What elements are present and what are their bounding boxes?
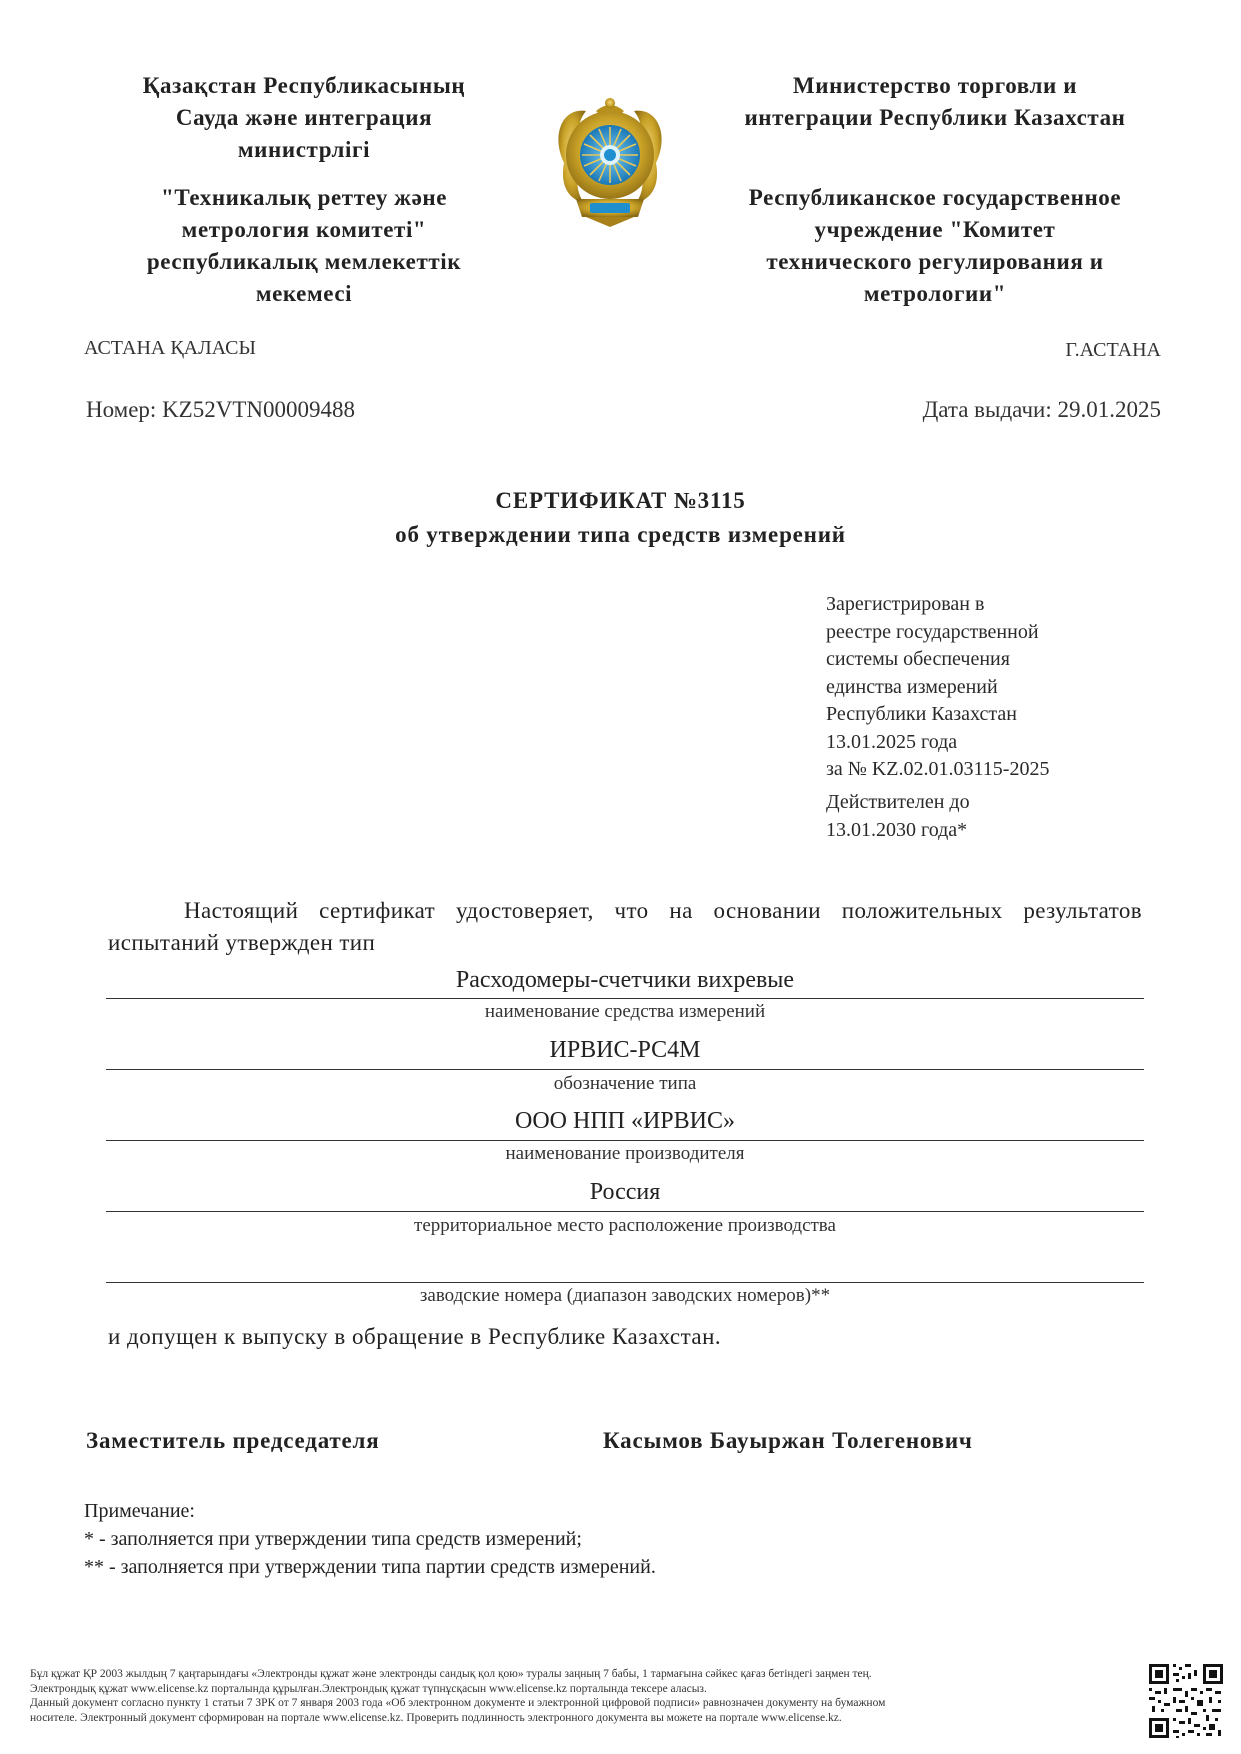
field-instrument-name: Расходомеры-счетчики вихревые [455,967,795,993]
right-committee-name: Республиканское государственное учреждение "Комитет технического регулирования и метрологии" [748,185,1122,306]
intro-paragraph: Настоящий сертификат удостоверяет, что на основании положительных результатов испытаний утвержден тип [108,898,1142,955]
footer-kz-line: Бұл құжат ҚР 2003 жылдың 7 қаңтарындағы «Электронды құжат және электронды сандық қол қою» туралы заңның 7 бабы, 1 тармағына сәйкес қағаз бетіндегі заңмен тең. [30,1668,872,1680]
left-committee-name: "Техникалық реттеу және метрология комитеті" республикалық мемлекеттік мекемесі [146,185,462,306]
notes-title: Примечание: [84,1500,195,1522]
field-caption: заводские номера (диапазон заводских номеров)** [419,1285,831,1306]
certificate-number: Номер: KZ52VTN00009488 [86,397,356,422]
city-left: АСТАНА ҚАЛАСЫ [84,337,256,359]
notes-block [84,1497,656,1581]
field-underline [106,1282,1144,1283]
issue-date: Дата выдачи: 29.01.2025 [922,397,1161,422]
field-underline [106,998,1144,999]
certificate-title: СЕРТИФИКАТ №3115 [495,488,746,513]
qr-code-icon [1147,1662,1225,1740]
legal-footer [30,1667,1120,1725]
field-caption: территориальное место расположение производства [414,1215,836,1236]
signatory-name: Касымов Бауыржан Толегенович [603,1428,973,1453]
right-ministry-name: Министерство торговли и интеграции Республики Казахстан [744,73,1126,130]
field-underline [106,1211,1144,1212]
signatory-position: Заместитель председателя [86,1428,380,1453]
field-caption: наименование средства измерений [484,1001,766,1022]
closing-statement: и допущен к выпуску в обращение в Республике Казахстан. [108,1324,722,1349]
field-caption: наименование производителя [505,1143,745,1164]
city-right: Г.АСТАНА [1065,339,1161,361]
note-item: ** - заполняется при утверждении типа партии средств измерений. [84,1556,656,1578]
note-item: * - заполняется при утверждении типа средств измерений; [84,1528,582,1550]
field-caption: обозначение типа [553,1073,697,1094]
footer-ru-line: Данный документ согласно пункту 1 статьи 7 ЗРК от 7 января 2003 года «Об электронном документе и электронной цифровой подписи» равнозначен документу на бумажном [30,1697,886,1709]
validity-info: Действителен до 13.01.2030 года* [826,791,970,841]
field-type-designation: ИРВИС-РС4М [549,1037,701,1063]
certificate-subtitle: об утверждении типа средств измерений [395,522,846,547]
state-emblem-icon [546,93,674,229]
field-underline [106,1069,1144,1070]
footer-ru-line: носителе. Электронный документ сформирован на портале www.elicense.kz. Проверить подлинность электронного документа вы можете на портале www.elicense.kz. [30,1711,842,1724]
footer-kz-line: Электрондық құжат www.elicense.kz порталында құрылған.Электрондық құжат түпнұсқасын www.elicense.kz порталында тексере аласыз. [30,1682,707,1695]
field-underline [106,1140,1144,1141]
field-manufacturer: ООО НПП «ИРВИС» [514,1108,736,1134]
left-ministry-name: Қазақстан Республикасының Сауда және интеграция министрлігі [142,73,466,162]
registration-info: Зарегистрирован в реестре государственной системы обеспечения единства измерений Республики Казахстан 13.01.2025 года за № KZ.02.01.03115-2025 [826,593,1050,780]
field-country: Россия [589,1179,661,1205]
